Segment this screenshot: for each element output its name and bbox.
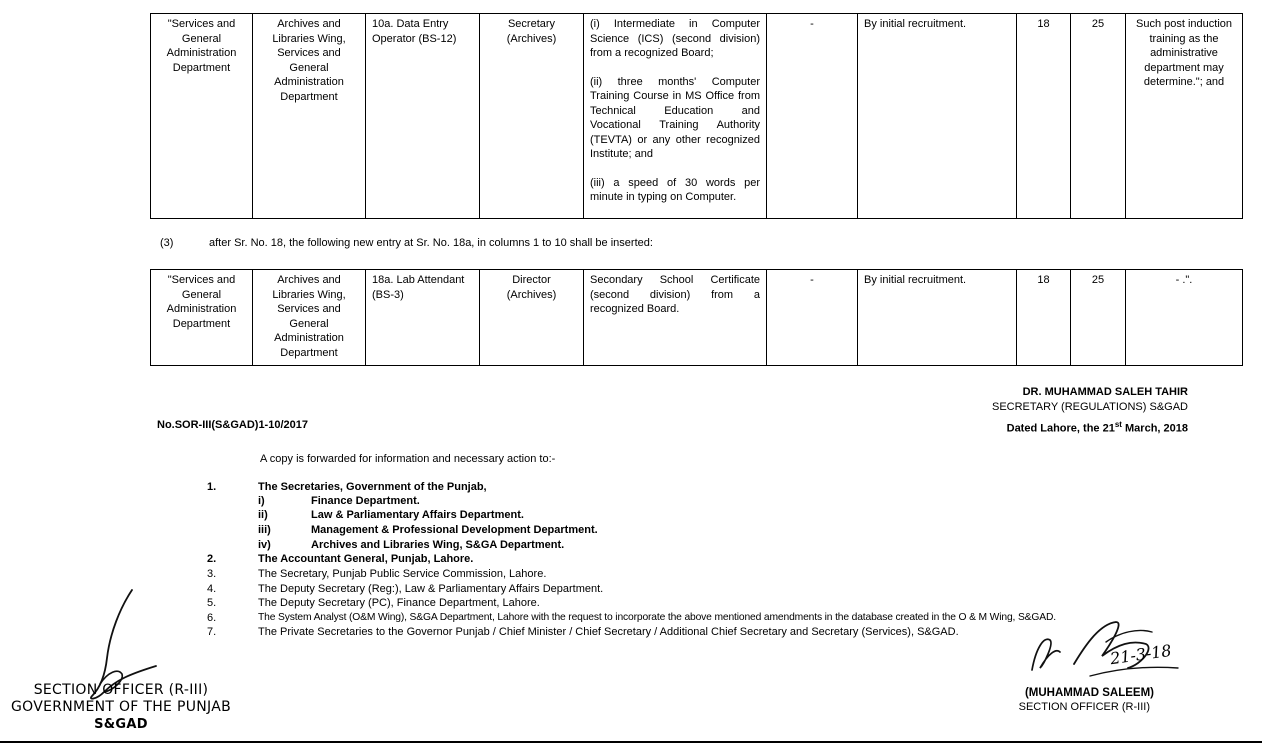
signatory-name: DR. MUHAMMAD SALEH TAHIR (1022, 386, 1188, 398)
list-item-number: 1. (207, 481, 217, 493)
table-entry-lab-attendant (150, 269, 1243, 366)
note-number: (3) (160, 237, 174, 249)
method-cell: By initial recruitment. (858, 14, 1017, 219)
stamp-line: SECTION OFFICER (R-III) (33, 682, 209, 698)
list-item-number: 5. (207, 597, 217, 609)
stamp-line: S&GAD (94, 717, 148, 732)
sub-item-number: iv) (258, 539, 271, 551)
handwritten-date: 21-3-18 (1108, 640, 1173, 669)
column-6-cell: - (767, 270, 858, 366)
sub-item-text: Management & Professional Development Department. (311, 524, 598, 536)
list-item-text: The System Analyst (O&M Wing), S&GA Department, Lahore with the request to incorporate the above mentioned amendments in the database created in the O & M Wing, S&GAD. (258, 612, 1056, 623)
list-item-number: 2. (207, 553, 217, 565)
qualification-item: (i) Intermediate in Computer Science (ICS) (second division) from a recognized Board; (590, 18, 760, 59)
dated-line: Dated Lahore, the 21st March, 2018 (1006, 420, 1188, 435)
sub-item-text: Finance Department. (311, 495, 420, 507)
section-officer-name: (MUHAMMAD SALEEM) (1024, 687, 1154, 699)
note-text: after Sr. No. 18, the following new entry at Sr. No. 18a, in columns 1 to 10 shall be inserted: (209, 237, 653, 249)
wing-cell: Archives and Libraries Wing, Services and General Administration Department (253, 270, 366, 366)
list-item-text: The Secretaries, Government of the Punjab, (258, 481, 487, 493)
table-row (151, 270, 1243, 366)
appointing-authority-cell: Director (Archives) (480, 270, 584, 366)
list-item-text: The Secretary, Punjab Public Service Commission, Lahore. (258, 568, 547, 580)
min-age-cell: 18 (1017, 270, 1071, 366)
qualification-cell (584, 14, 767, 219)
wing-cell: Archives and Libraries Wing, Services and General Administration Department (253, 14, 366, 219)
remarks-cell: Such post induction training as the administrative department may determine."; and (1126, 14, 1243, 219)
department-cell: "Services and General Administration Department (151, 14, 253, 219)
list-item-text: The Deputy Secretary (Reg:), Law & Parliamentary Affairs Department. (258, 583, 604, 595)
method-cell: By initial recruitment. (858, 270, 1017, 366)
list-item-text: The Deputy Secretary (PC), Finance Department, Lahore. (258, 597, 540, 609)
list-item-number: 4. (207, 583, 217, 595)
signatory-designation: SECRETARY (REGULATIONS) S&GAD (991, 401, 1188, 413)
sub-item-text: Law & Parliamentary Affairs Department. (311, 509, 524, 521)
post-cell: 10a. Data Entry Operator (BS-12) (366, 14, 480, 219)
table-row (151, 14, 1243, 219)
sub-item-number: ii) (258, 509, 268, 521)
section-officer-designation: SECTION OFFICER (R-III) (1018, 701, 1150, 713)
list-item-number: 6. (207, 612, 217, 624)
post-cell: 18a. Lab Attendant (BS-3) (366, 270, 480, 366)
reference-number: No.SOR-III(S&GAD)1-10/2017 (157, 419, 308, 431)
max-age-cell: 25 (1071, 270, 1126, 366)
sub-item-number: i) (258, 495, 265, 507)
list-item-number: 3. (207, 568, 217, 580)
list-item-text: The Accountant General, Punjab, Lahore. (258, 553, 474, 565)
list-item-number: 7. (207, 626, 217, 638)
qualification-cell: Secondary School Certificate (second division) from a recognized Board. (584, 270, 767, 366)
copy-forward-intro: A copy is forwarded for information and necessary action to:- (260, 453, 556, 465)
max-age-cell: 25 (1071, 14, 1126, 219)
qualification-item: (iii) a speed of 30 words per minute in typing on Computer. (590, 176, 760, 203)
min-age-cell: 18 (1017, 14, 1071, 219)
official-stamp (6, 682, 236, 733)
stamp-line: GOVERNMENT OF THE PUNJAB (11, 699, 231, 715)
table-entry-data-entry-operator (150, 13, 1243, 219)
list-item-text: The Private Secretaries to the Governor Punjab / Chief Minister / Chief Secretary / Additional Chief Secretary and Secretary (Services), S&GAD. (258, 626, 959, 638)
remarks-cell: - .". (1126, 270, 1243, 366)
sub-item-text: Archives and Libraries Wing, S&GA Department. (311, 539, 565, 551)
appointing-authority-cell: Secretary (Archives) (480, 14, 584, 219)
sub-item-number: iii) (258, 524, 271, 536)
qualification-item: (ii) three months' Computer Training Course in MS Office from Technical Education and Vocational Training Authority (TEVTA) or any other recognized Institute; and (590, 75, 760, 160)
column-6-cell: - (767, 14, 858, 219)
department-cell: "Services and General Administration Department (151, 270, 253, 366)
